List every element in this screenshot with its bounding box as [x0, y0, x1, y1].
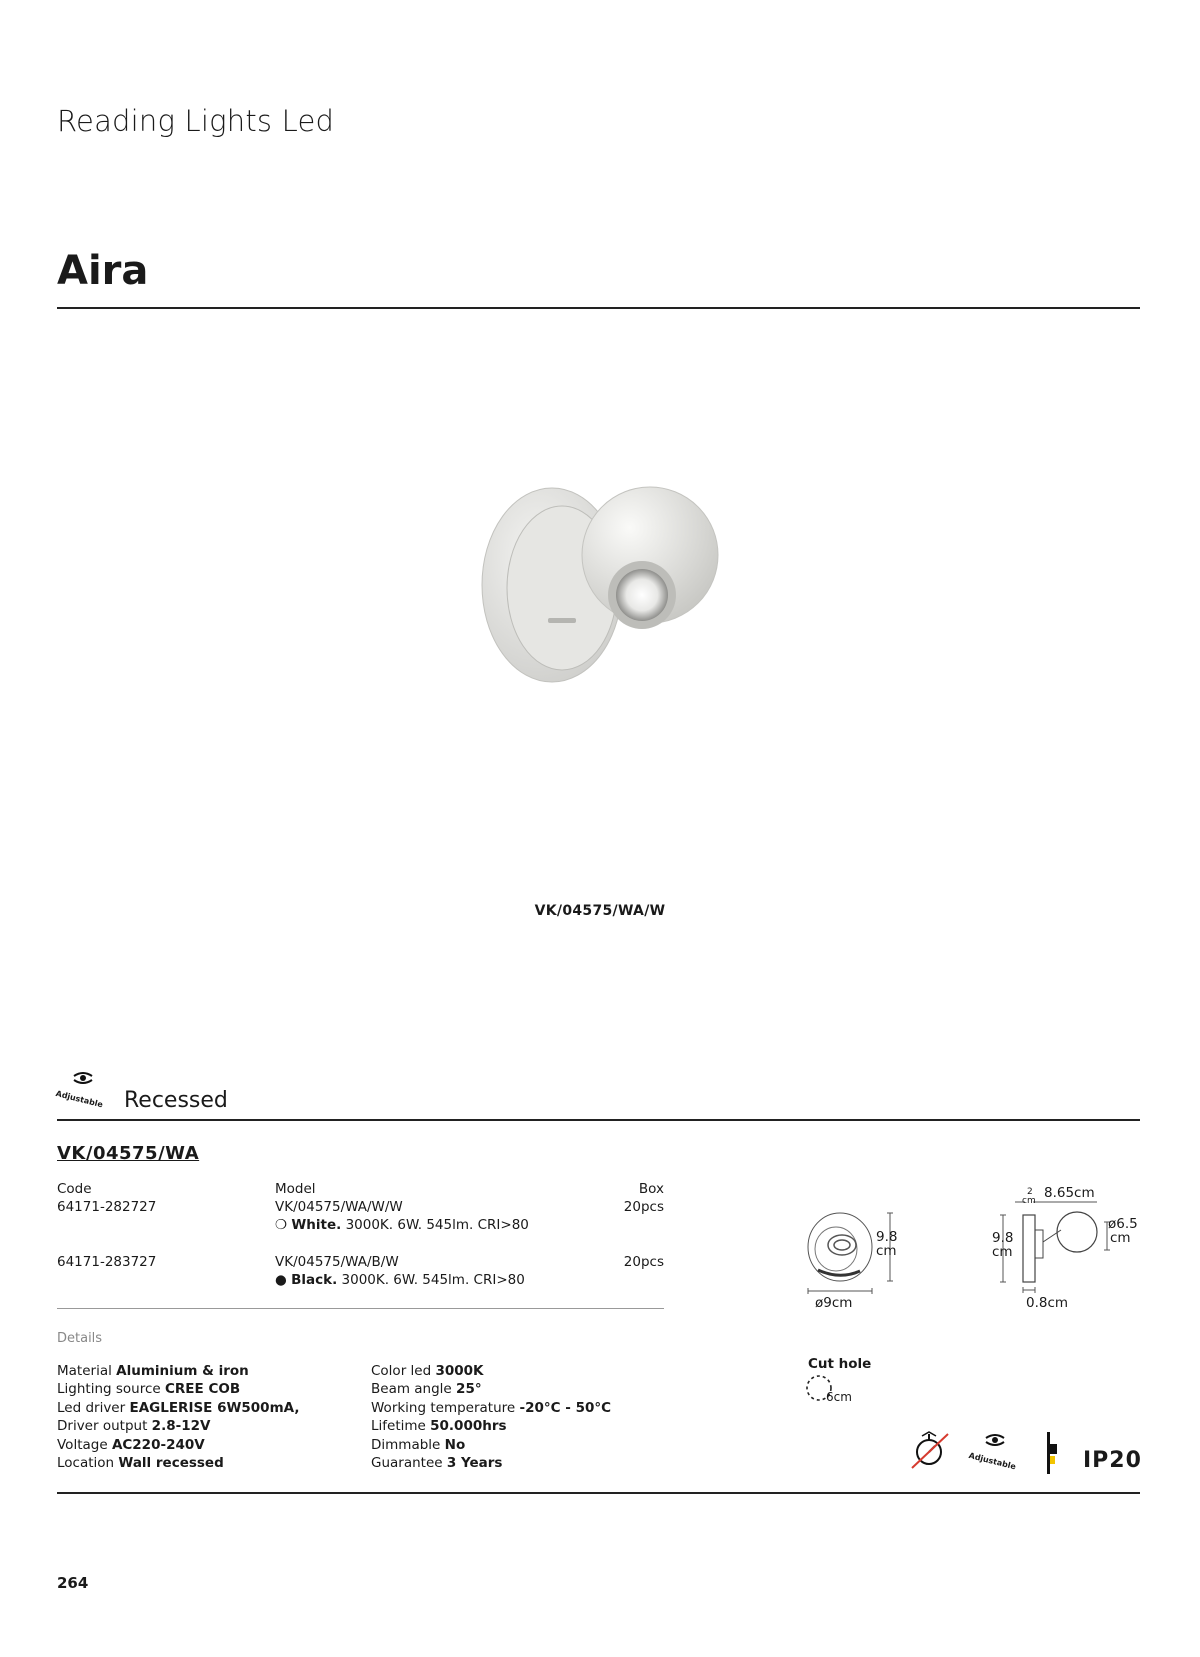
side-height-unit: cm	[992, 1244, 1013, 1260]
row-desc: 3000K. 6W. 545lm. CRI>80	[345, 1217, 529, 1233]
spec-driver-output: Driver output 2.8-12V	[57, 1418, 211, 1435]
row-box: 20pcs	[623, 1254, 664, 1270]
spec-working-temperature: Working temperature -20°C - 50°C	[371, 1399, 612, 1416]
spec-material: Material Aluminium & iron	[57, 1363, 249, 1379]
hero-caption: VK/04575/WA/W	[534, 903, 666, 919]
header-box: Box	[638, 1181, 664, 1197]
front-height-unit: cm	[876, 1243, 897, 1259]
side-top-width: 8.65cm	[1044, 1185, 1095, 1201]
front-width: ø9cm	[815, 1295, 853, 1311]
spec-beam-angle: Beam angle 25°	[371, 1381, 482, 1398]
title-divider	[57, 307, 1140, 309]
page-number: 264	[57, 1574, 89, 1592]
bottom-divider	[57, 1492, 1140, 1494]
white-swatch-icon: ❍	[275, 1217, 288, 1233]
side-head-value: ø6.5	[1108, 1216, 1138, 1232]
front-height-value: 9.8	[876, 1229, 898, 1245]
row-desc: 3000K. 6W. 545lm. CRI>80	[341, 1272, 525, 1288]
row-code: 64171-282727	[57, 1199, 157, 1215]
row-color: White.	[291, 1217, 342, 1233]
side-head-unit: cm	[1110, 1230, 1131, 1246]
specs-left	[57, 1362, 299, 1472]
header-model: Model	[275, 1181, 316, 1197]
side-bottom-width: 0.8cm	[1026, 1295, 1069, 1311]
section-title: Reading Lights Led	[57, 104, 335, 138]
black-swatch-icon: ●	[275, 1272, 287, 1288]
mounting-type: Recessed	[124, 1088, 228, 1113]
specs-right	[371, 1362, 611, 1472]
mounting-divider	[57, 1119, 1140, 1121]
group-code: VK/04575/WA	[57, 1143, 200, 1164]
header-code: Code	[57, 1181, 92, 1197]
side-small-unit: cm	[1022, 1196, 1036, 1206]
spec-location: Location Wall recessed	[57, 1455, 224, 1472]
row-variant	[275, 1216, 529, 1234]
row-color: Black.	[291, 1272, 338, 1288]
ip-rating: IP20	[1083, 1448, 1142, 1473]
row-variant	[275, 1271, 525, 1289]
side-view-drawing	[995, 1187, 1115, 1300]
adjustable-icon	[70, 1068, 96, 1090]
no-dimmer-icon	[908, 1428, 950, 1470]
spec-color-led: Color led 3000K	[371, 1363, 484, 1379]
row-code: 64171-283727	[57, 1254, 157, 1270]
row-box: 20pcs	[623, 1199, 664, 1215]
side-height-value: 9.8	[992, 1230, 1014, 1246]
adjustable-label: Adjustable	[54, 1089, 104, 1110]
spec-dimmable: Dimmable No	[371, 1436, 466, 1453]
row-model: VK/04575/WA/W/W	[275, 1199, 403, 1215]
product-title: Aira	[57, 248, 149, 294]
product-image	[470, 460, 730, 710]
spec-lifetime: Lifetime 50.000hrs	[371, 1418, 507, 1435]
adjustable-badge-label: Adjustable	[967, 1451, 1017, 1472]
spec-lighting-source: Lighting source CREE COB	[57, 1381, 241, 1398]
row-model: VK/04575/WA/B/W	[275, 1254, 399, 1270]
wall-recessed-icon	[1045, 1432, 1065, 1474]
cut-hole-title: Cut hole	[808, 1356, 872, 1372]
adjustable-badge-icon	[982, 1430, 1008, 1452]
cut-hole-value: 6cm	[826, 1390, 852, 1404]
details-label: Details	[57, 1331, 103, 1346]
spec-voltage: Voltage AC220-240V	[57, 1436, 205, 1453]
table-divider	[57, 1308, 664, 1309]
spec-led-driver: Led driver EAGLERISE 6W500mA,	[57, 1399, 300, 1416]
side-small-value: 2	[1027, 1187, 1033, 1197]
spec-guarantee: Guarantee 3 Years	[371, 1455, 503, 1472]
